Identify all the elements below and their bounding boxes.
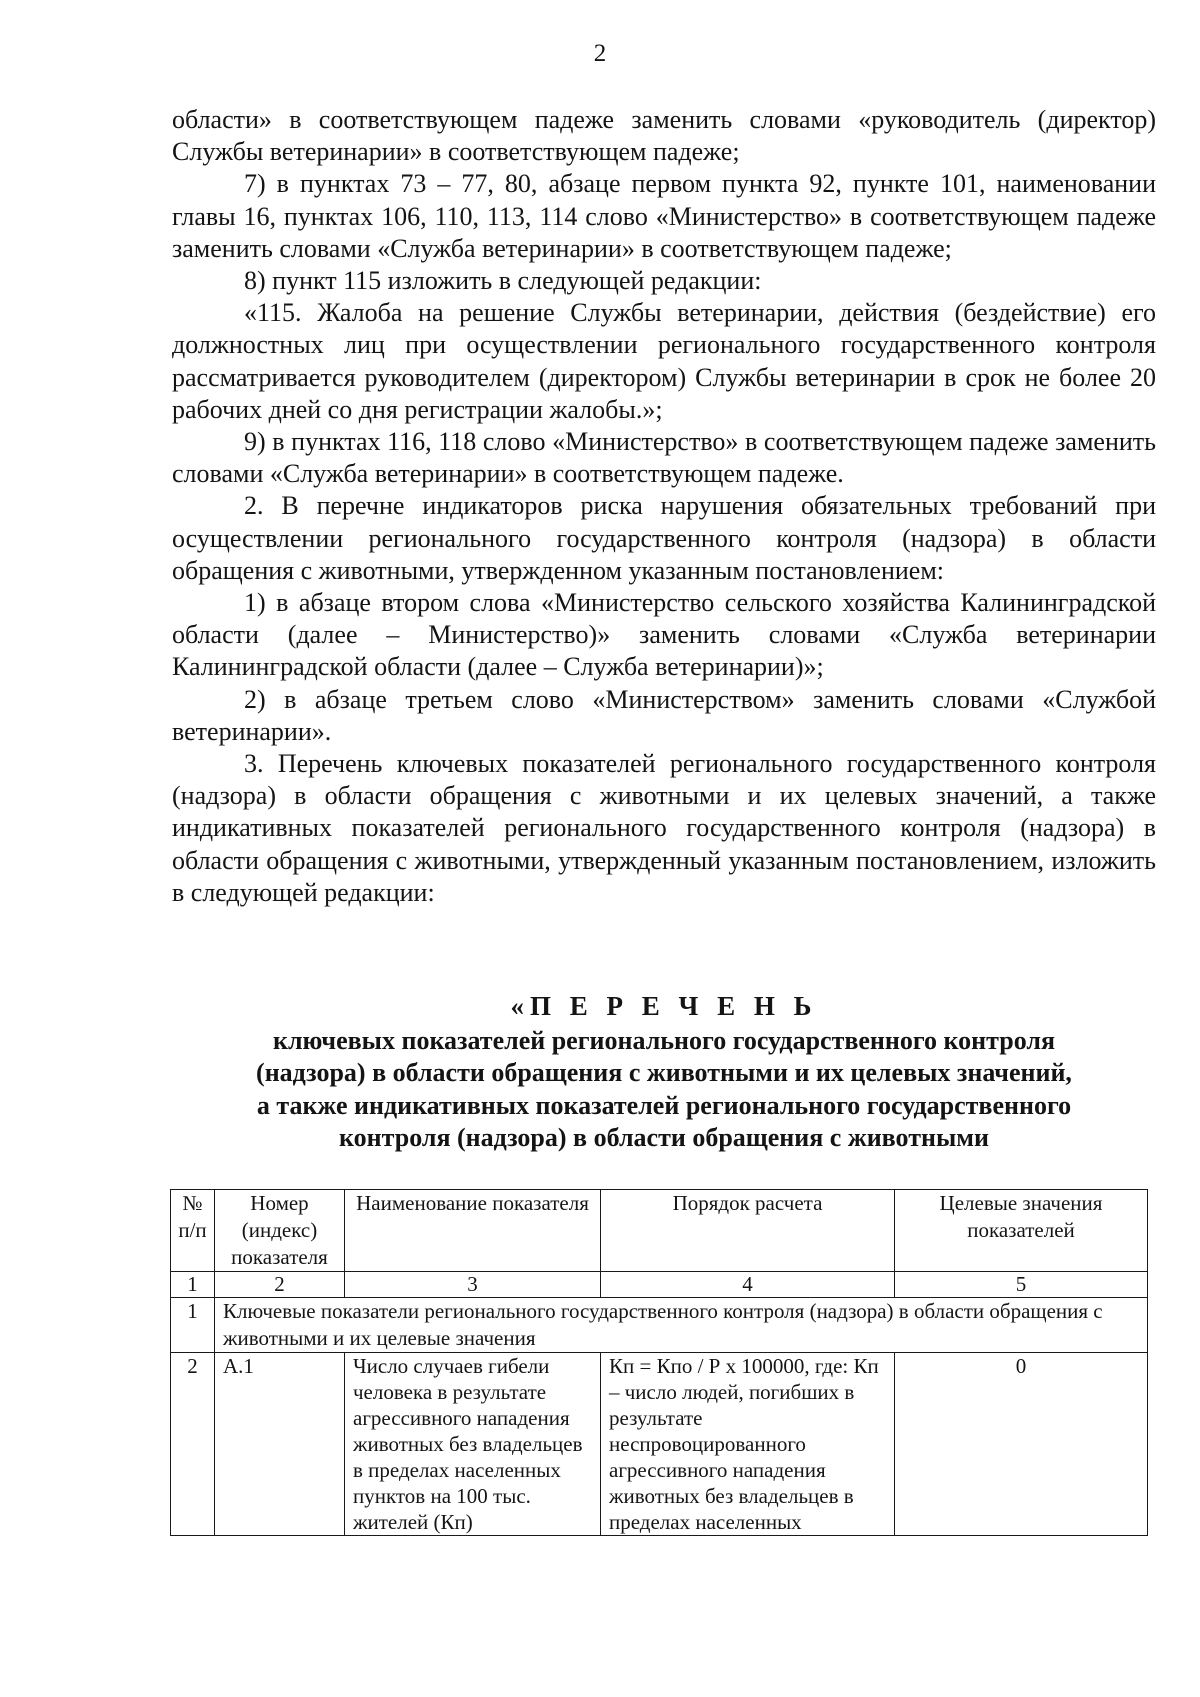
section-row (171, 1298, 1148, 1353)
row-target-value: 0 (895, 1353, 1148, 1536)
section-number: 1 (171, 1298, 215, 1353)
header-target-values: Целевые значения показателей (895, 1190, 1148, 1272)
paragraph-section-3: 3. Перечень ключевых показателей регионального государственного контроля (надзора) в области обращения с животными и их целевых значений, а также индикативных показателей регионального государственного контроля (надзора) в области обращения с животными, утвержденный указанным постановлением, изложить в следующей редакции: (172, 749, 1156, 907)
paragraph-quote-115: «115. Жалоба на решение Службы ветеринарии, действия (бездействие) его должностных лиц при осуществлении регионального государственного контроля рассматривается руководителем (директором) Службы ветеринарии в срок не более 20 рабочих дней со дня регистрации жалобы.»; (172, 298, 1156, 424)
paragraph-item-8: 8) пункт 115 изложить в следующей редакции: (244, 266, 762, 296)
paragraph-section-2: 2. В перечне индикаторов риска нарушения обязательных требований при осуществлении регионального государственного контроля (надзора) в области обращения с животными, утвержденном указанным постановлением: (172, 491, 1156, 585)
header-name: Наименование показателя (345, 1190, 601, 1272)
row-index: А.1 (215, 1353, 345, 1536)
paragraph-item-7: 7) в пунктах 73 – 77, 80, абзаце первом пункта 92, пункте 101, наименовании главы 16, пунктах 106, 110, 113, 114 слово «Министерство» в соответствующем падеже заменить словами «Служба ветеринарии» в соответствующем падеже; (172, 169, 1156, 263)
list-title (172, 990, 1156, 1155)
subtitle-line: контроля (надзора) в области обращения с животными (339, 1123, 989, 1152)
header-index: Номер (индекс) показателя (215, 1190, 345, 1272)
row-indicator-name: Число случаев гибели человека в результате агрессивного нападения животных без владельцев в пределах населенных пунктов на 100 тыс. жителей (Кп) (345, 1353, 601, 1536)
document-body (172, 104, 1156, 909)
column-number-row (171, 1272, 1148, 1298)
page-number: 2 (593, 40, 607, 67)
column-number: 1 (171, 1272, 215, 1298)
table-row (171, 1353, 1148, 1536)
row-calculation: Кп = Кпо / Р х 100000, где: Кп – число людей, погибших в результате неспровоцированного агрессивного нападения животных без владельцев в пределах населенных (601, 1353, 895, 1536)
section-title: Ключевые показатели регионального государственного контроля (надзора) в области обращения с животными и их целевые значения (215, 1298, 1148, 1353)
row-number: 2 (171, 1353, 215, 1536)
paragraph-item-9: 9) в пунктах 116, 118 слово «Министерство» в соответствующем падеже заменить словами «Служба ветеринарии» в соответствующем падеже. (172, 427, 1156, 489)
paragraph-continuation: области» в соответствующем падеже заменить словами «руководитель (директор) Службы ветеринарии» в соответствующем падеже; (172, 105, 1156, 167)
paragraph-section-2-item-1: 1) в абзаце втором слова «Министерство сельского хозяйства Калининградской области (далее – Министерство)» заменить словами «Служба ветеринарии Калининградской области (далее – Служба ветеринарии)»; (172, 588, 1156, 682)
column-number: 3 (345, 1272, 601, 1298)
paragraph-section-2-item-2: 2) в абзаце третьем слово «Министерством» заменить словами «Службой ветеринарии». (172, 684, 1156, 746)
list-subtitle (172, 1025, 1156, 1155)
table-header-row (171, 1190, 1148, 1272)
subtitle-line: а также индикативных показателей регионального государственного (256, 1090, 1072, 1120)
header-calculation: Порядок расчета (601, 1190, 895, 1272)
subtitle-line: ключевых показателей регионального государственного контроля (272, 1025, 1056, 1055)
column-number: 2 (215, 1272, 345, 1298)
column-number: 5 (895, 1272, 1148, 1298)
indicators-table (170, 1189, 1148, 1536)
header-number: № п/п (171, 1190, 215, 1272)
subtitle-line: (надзора) в области обращения с животными и их целевых значений, (256, 1058, 1072, 1087)
list-heading: «П Е Р Е Ч Е Н Ь (510, 991, 818, 1021)
column-number: 4 (601, 1272, 895, 1298)
